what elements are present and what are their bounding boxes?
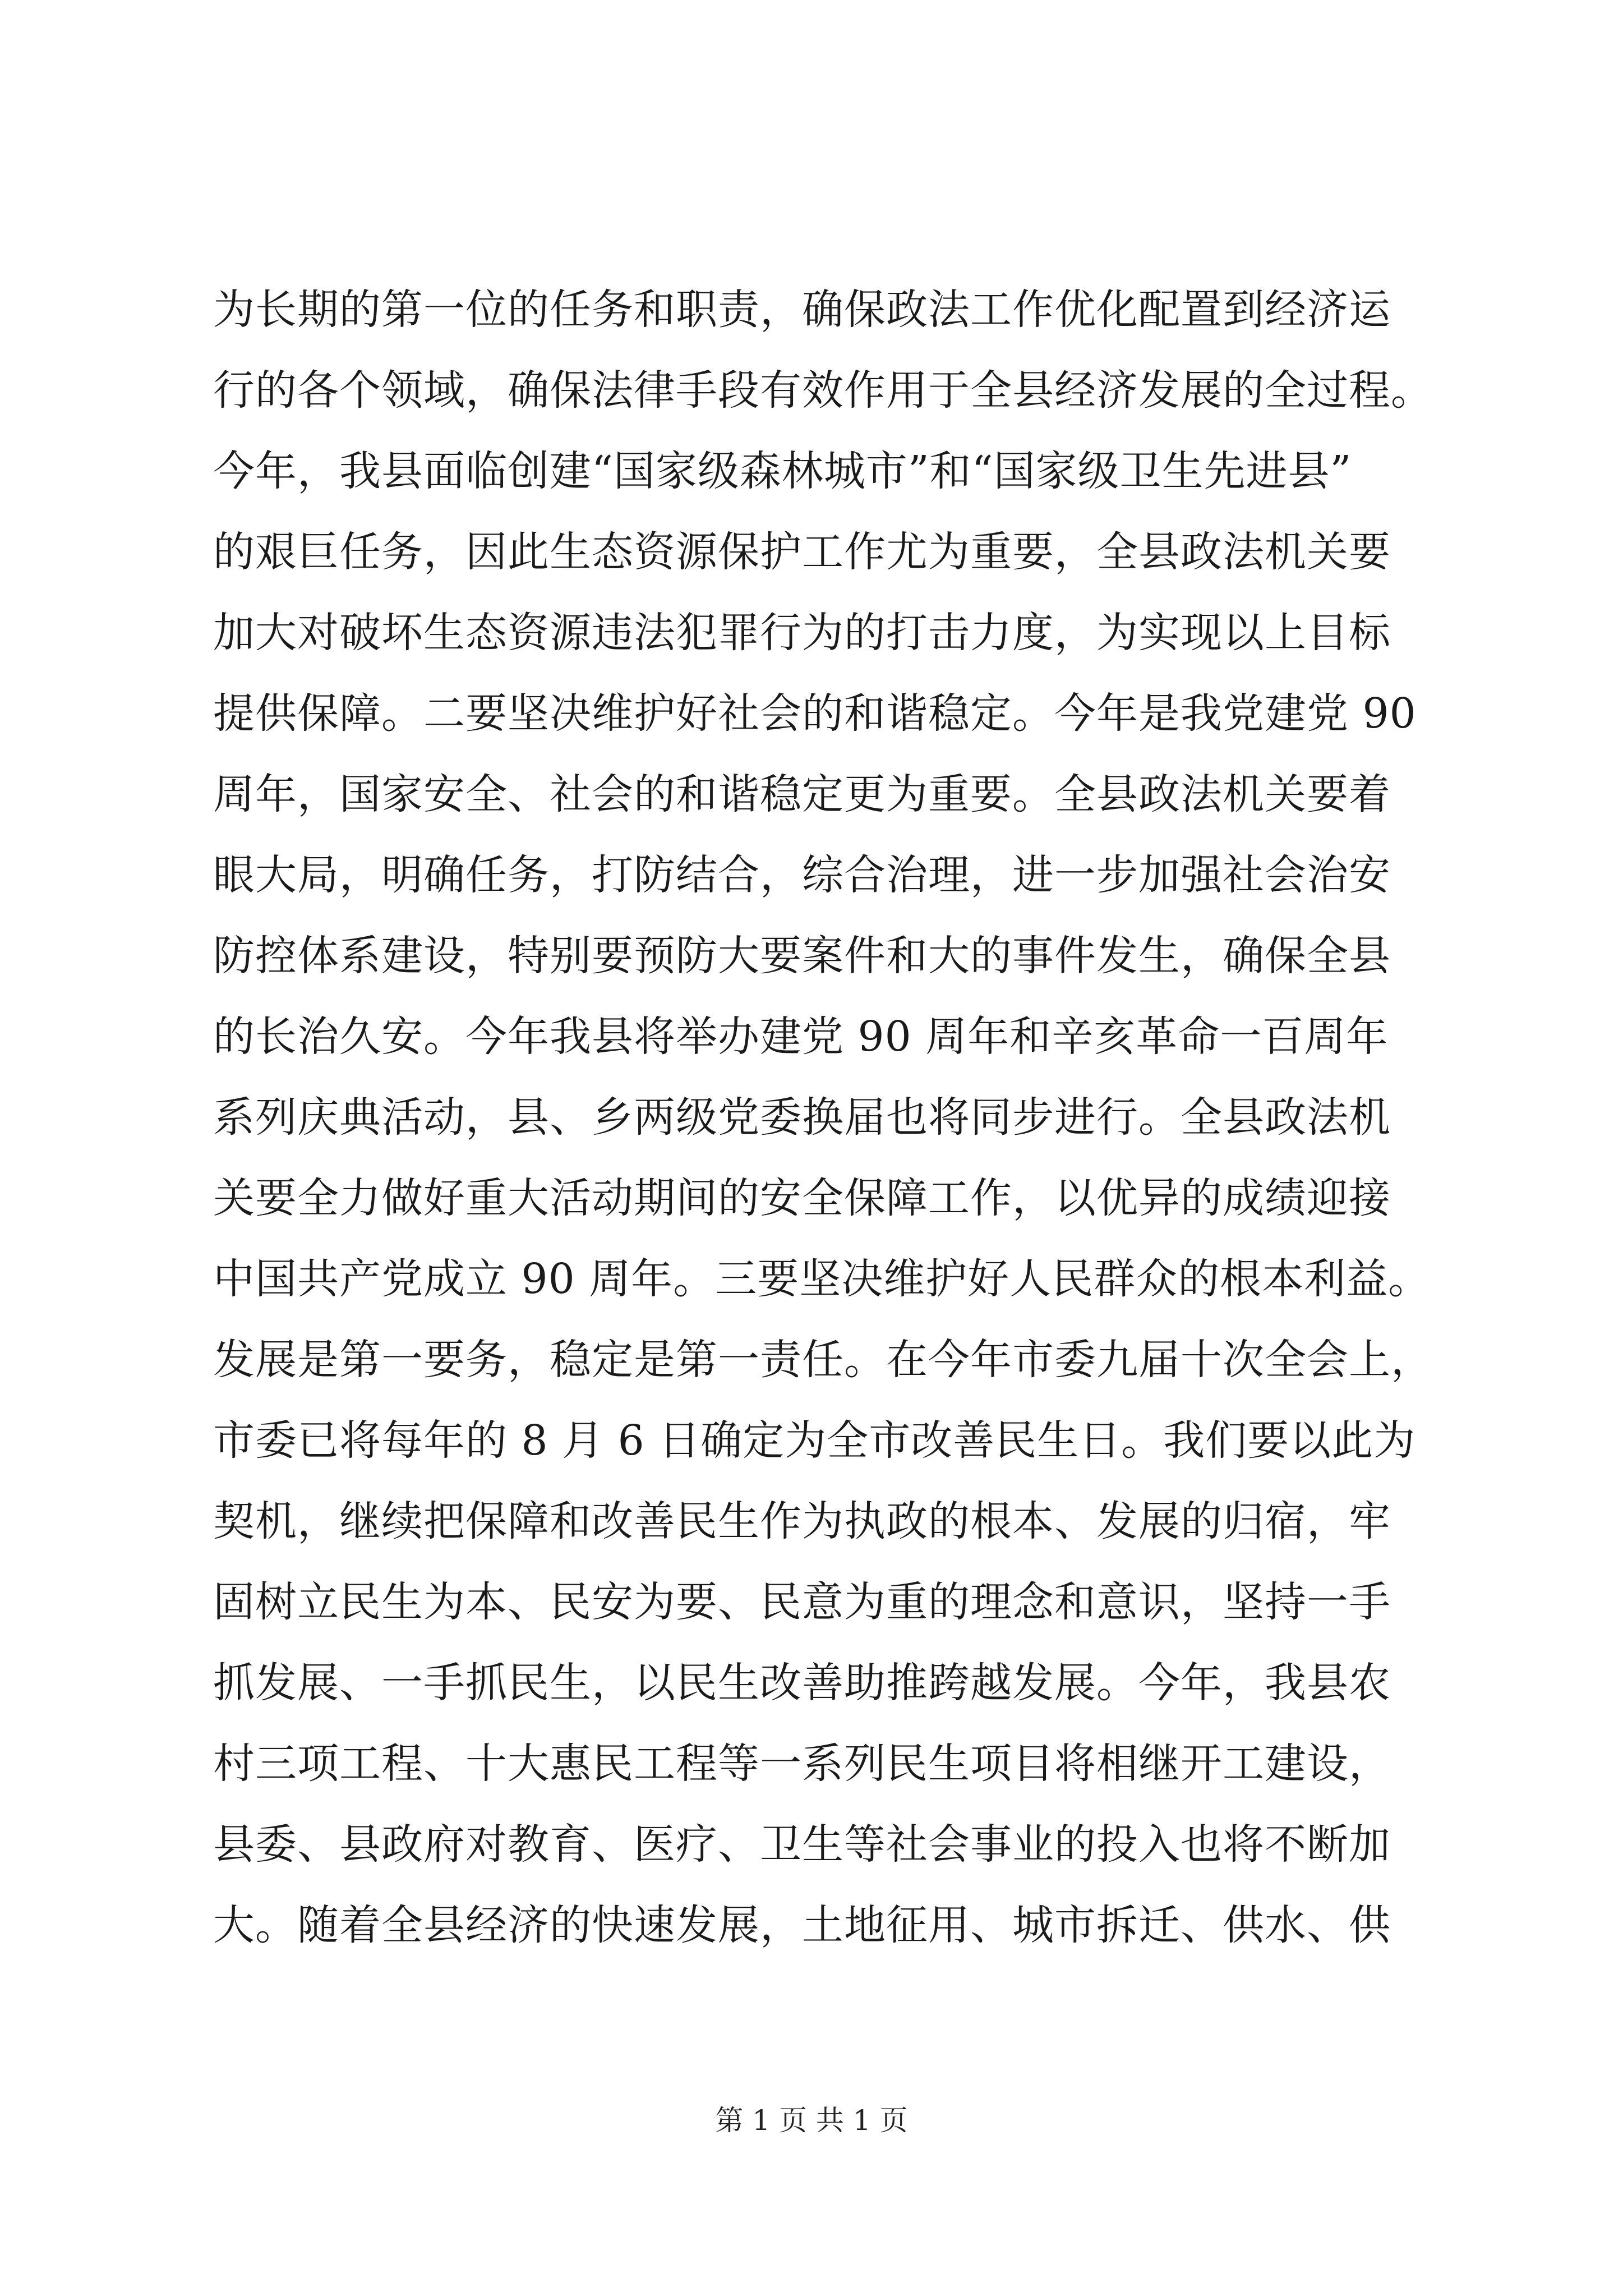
- text-line: 系列庆典活动，县、乡两级党委换届也将同步进行。全县政法机: [213, 1093, 1391, 1142]
- text-line: 发展是第一要务，稳定是第一责任。在今年市委九届十次全会上，: [213, 1336, 1433, 1384]
- text-line: 中国共产党成立 90 周年。三要坚决维护好人民群众的根本利益。: [213, 1255, 1431, 1303]
- text-line: 的长治久安。今年我县将举办建党 90 周年和辛亥革命一百周年: [213, 1013, 1389, 1061]
- text-line: 县委、县政府对教育、医疗、卫生等社会事业的投入也将不断加: [213, 1820, 1391, 1869]
- text-line: 今年，我县面临创建“国家级森林城市”和“国家级卫生先进县”: [213, 447, 1352, 495]
- text-line: 契机，继续把保障和改善民生作为执政的根本、发展的归宿，牢: [213, 1497, 1391, 1545]
- text-line: 关要全力做好重大活动期间的安全保障工作，以优异的成绩迎接: [213, 1174, 1391, 1222]
- text-line: 为长期的第一位的任务和职责，确保政法工作优化配置到经济运: [213, 286, 1391, 334]
- text-line: 的艰巨任务，因此生态资源保护工作尤为重要，全县政法机关要: [213, 528, 1391, 576]
- body-text: [213, 269, 1433, 1966]
- text-line: 行的各个领域，确保法律手段有效作用于全县经济发展的全过程。: [213, 366, 1433, 415]
- text-line: 大。随着全县经济的快速发展，土地征用、城市拆迁、供水、供: [213, 1901, 1391, 1949]
- text-line: 防控体系建设，特别要预防大要案件和大的事件发生，确保全县: [213, 932, 1391, 980]
- text-line: 眼大局，明确任务，打防结合，综合治理，进一步加强社会治安: [213, 851, 1391, 899]
- text-line: 固树立民生为本、民安为要、民意为重的理念和意识，坚持一手: [213, 1578, 1391, 1626]
- text-line: 周年，国家安全、社会的和谐稳定更为重要。全县政法机关要着: [213, 770, 1391, 818]
- text-line: 抓发展、一手抓民生，以民生改善助推跨越发展。今年，我县农: [213, 1659, 1391, 1707]
- text-line: 加大对破坏生态资源违法犯罪行为的打击力度，为实现以上目标: [213, 609, 1391, 657]
- text-line: 提供保障。二要坚决维护好社会的和谐稳定。今年是我党建党 90: [213, 689, 1417, 738]
- page-number-footer: 第 1 页 共 1 页: [715, 2104, 908, 2137]
- text-line: 市委已将每年的 8 月 6 日确定为全市改善民生日。我们要以此为: [213, 1416, 1416, 1465]
- text-line: 村三项工程、十大惠民工程等一系列民生项目将相继开工建设，: [213, 1740, 1391, 1788]
